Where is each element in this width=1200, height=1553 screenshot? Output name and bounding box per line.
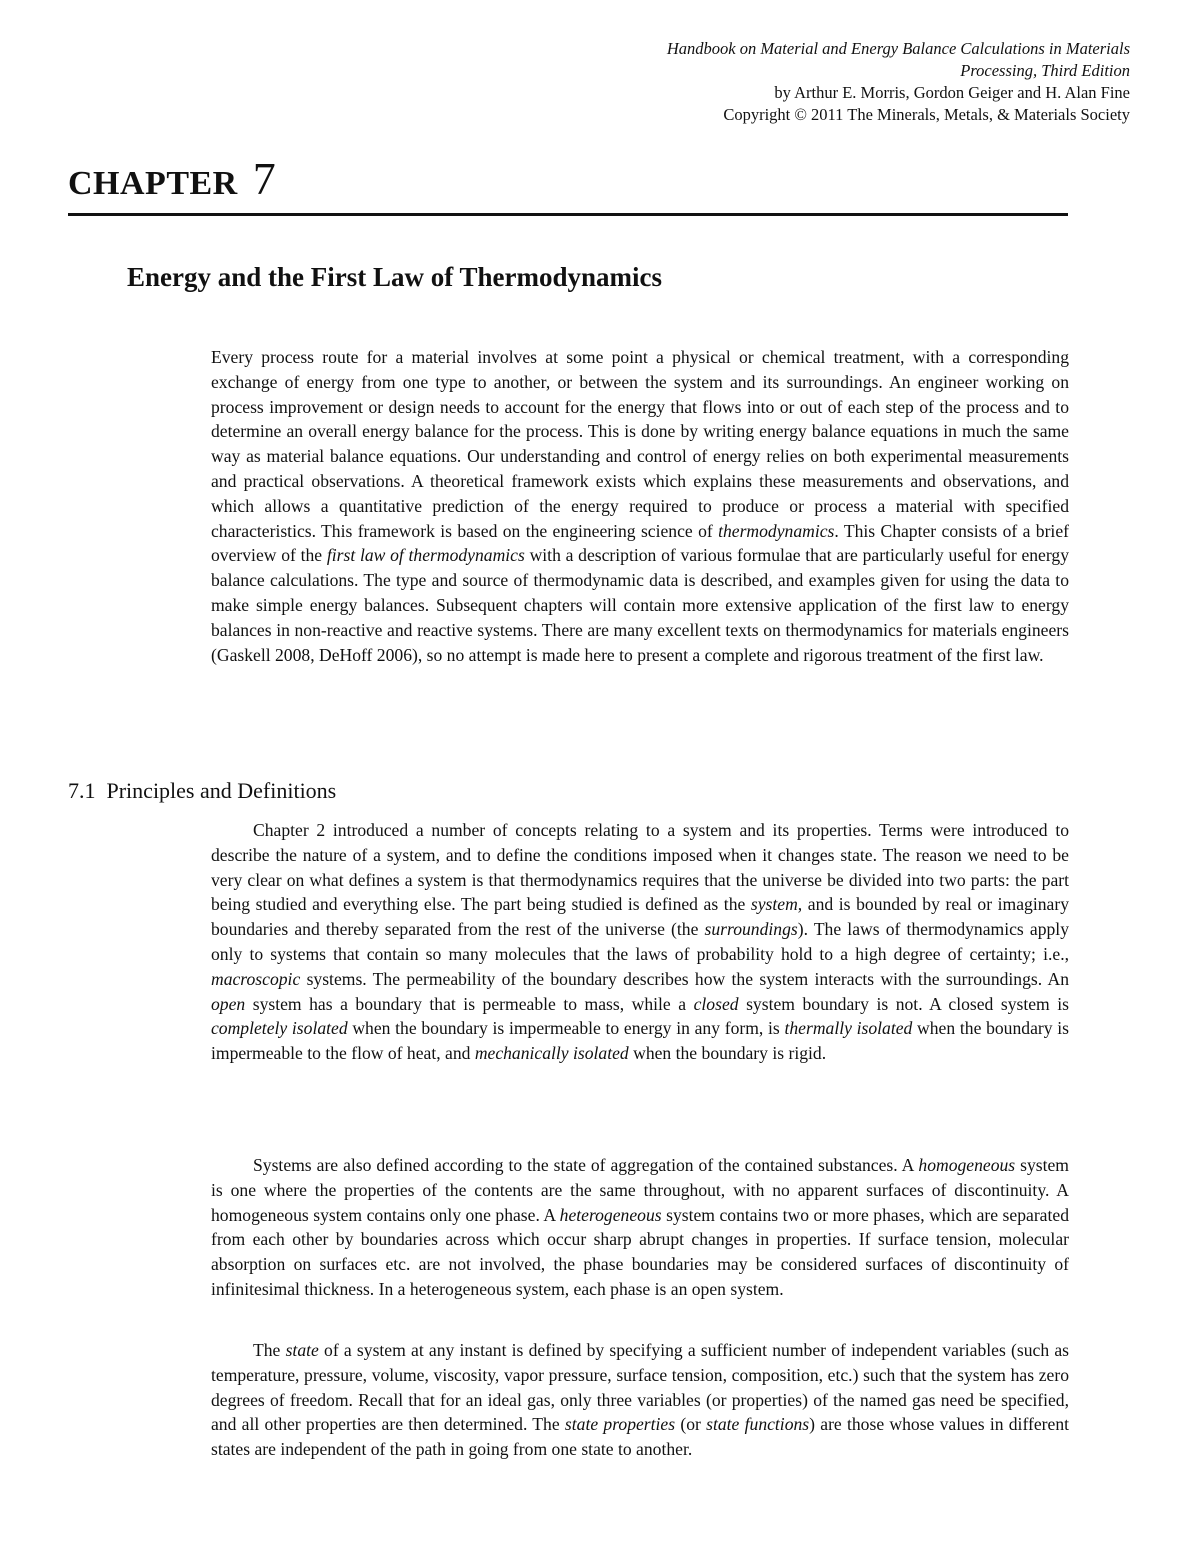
book-title-line2: Processing, Third Edition xyxy=(960,61,1130,80)
running-header xyxy=(510,38,1130,126)
copyright: Copyright © 2011 The Minerals, Metals, & Materials Society xyxy=(723,105,1130,124)
book-title-line1: Handbook on Material and Energy Balance Calculations in Materials xyxy=(666,39,1130,58)
intro-paragraph: Every process route for a material involves at some point a physical or chemical treatment, with a corresponding exchange of energy from one type to another, or between the system and its surroundings. An engineer working on process improvement or design needs to account for the energy that flows into or out of each step of the process and to determine an overall energy balance for the process. This is done by writing energy balance equations in much the same way as material balance equations. Our understanding and control of energy relies on both experimental measurements and practical observations. A theoretical framework exists which explains these measurements and observations, and which allows a quantitative prediction of the energy required to produce or process a material with specified characteristics. This framework is based on the engineering science of thermodynamics. This Chapter consists of a brief overview of the first law of thermodynamics with a description of various formulae that are particularly useful for energy balance calculations. The type and source of thermodynamic data is described, and examples given for using the data to make simple energy balances. Subsequent chapters will contain more extensive application of the first law to energy balances in non-reactive and reactive systems. There are many excellent texts on thermodynamics for materials engineers (Gaskell 2008, DeHoff 2006), so no attempt is made here to present a complete and rigorous treatment of the first law. xyxy=(211,347,1069,665)
paragraph-aggregation: Systems are also defined according to the state of aggregation of the contained substances. A homogeneous system is one where the properties of the contents are the same throughout, with no apparent surfaces of discontinuity. A homogeneous system contains only one phase. A heterogeneous system contains two or more phases, which are separated from each other by boundaries across which occur sharp abrupt changes in properties. If surface tension, molecular absorption on surfaces etc. are not involved, the phase boundaries may be considered surfaces of discontinuity of infinitesimal thickness. In a heterogeneous system, each phase is an open system. xyxy=(211,1155,1069,1299)
chapter-divider xyxy=(68,213,1068,216)
section-title: Principles and Definitions xyxy=(106,778,337,803)
section-number: 7.1 xyxy=(68,778,96,803)
chapter-label: CHAPTER xyxy=(68,165,238,202)
chapter-heading xyxy=(68,152,276,205)
chapter-title: Energy and the First Law of Thermodynamics xyxy=(127,262,663,292)
authors: by Arthur E. Morris, Gordon Geiger and H. Alan Fine xyxy=(774,83,1130,102)
section-heading xyxy=(68,778,336,804)
paragraph-system-definition: Chapter 2 introduced a number of concepts relating to a system and its properties. Terms were introduced to describe the nature of a system, and to define the conditions imposed when it changes state. The reason we need to be very clear on what defines a system is that thermodynamics requires that the universe be divided into two parts: the part being studied and everything else. The part being studied is defined as the system, and is bounded by real or imaginary boundaries and thereby separated from the rest of the universe (the surroundings). The laws of thermodynamics apply only to systems that contain so many molecules that the laws of probability hold to a high degree of certainty; i.e., macroscopic systems. The permeability of the boundary describes how the system interacts with the surroundings. An open system has a boundary that is permeable to mass, while a closed system boundary is not. A closed system is completely isolated when the boundary is impermeable to energy in any form, is thermally isolated when the boundary is impermeable to the flow of heat, and mechanically isolated when the boundary is rigid. xyxy=(211,820,1069,1064)
chapter-number: 7 xyxy=(252,153,277,204)
paragraph-state: The state of a system at any instant is defined by specifying a sufficient number of independent variables (such as temperature, pressure, volume, viscosity, vapor pressure, surface tension, composition, etc.) such that the system has zero degrees of freedom. Recall that for an ideal gas, only three variables (or properties) of the named gas need be specified, and all other properties are then determined. The state properties (or state functions) are those whose values in different states are independent of the path in going from one state to another. xyxy=(211,1340,1070,1460)
